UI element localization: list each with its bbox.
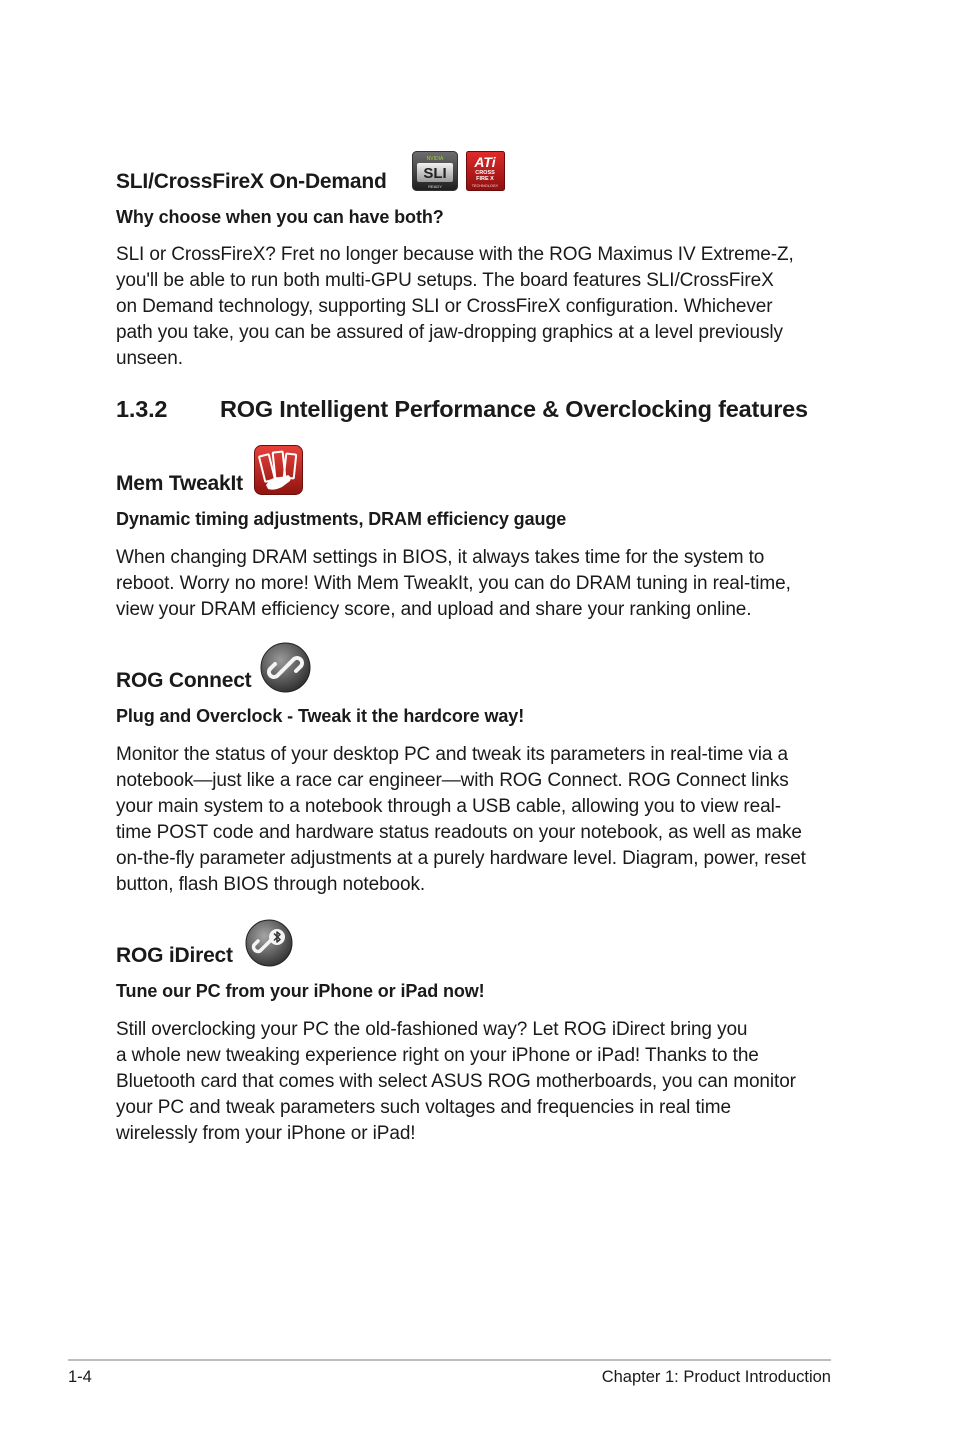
- body-line: button, flash BIOS through notebook.: [116, 874, 426, 895]
- ati-logo-text: ATi: [474, 154, 496, 170]
- sli-crossfirex-body: [116, 242, 836, 372]
- mem-tweakit-icon: [254, 445, 303, 495]
- body-line: on Demand technology, supporting SLI or CrossFireX configuration. Whichever: [116, 296, 773, 317]
- crossfire-technology-text: TECHNOLOGY: [471, 184, 499, 188]
- sli-logo-text: SLI: [423, 165, 447, 182]
- chapter-title: Chapter 1: Product Introduction: [601, 1368, 831, 1386]
- rog-idirect-body: [116, 1017, 836, 1147]
- body-line: Bluetooth card that comes with select ASUS ROG motherboards, you can monitor: [116, 1071, 796, 1092]
- body-line: reboot. Worry no more! With Mem TweakIt, you can do DRAM tuning in real-time,: [116, 573, 791, 594]
- body-line: your main system to a notebook through a USB cable, allowing you to view real-: [116, 796, 781, 817]
- footer-rule: [68, 1359, 831, 1361]
- rog-idirect-heading: ROG iDirect: [116, 944, 233, 967]
- mem-tweakit-heading: Mem TweakIt: [116, 472, 243, 495]
- sli-crossfirex-heading: SLI/CrossFireX On-Demand: [116, 170, 387, 193]
- rog-connect-subheading: Plug and Overclock - Tweak it the hardcore way!: [116, 706, 525, 726]
- body-line: you'll be able to run both multi-GPU setups. The board features SLI/CrossFireX: [116, 270, 774, 291]
- body-line: a whole new tweaking experience right on your iPhone or iPad! Thanks to the: [116, 1045, 759, 1066]
- body-line: wirelessly from your iPhone or iPad!: [116, 1123, 416, 1144]
- crossfire-fire-text: FIRE X: [476, 176, 494, 182]
- nvidia-logo-text: NVIDIA: [426, 156, 444, 162]
- section-title: ROG Intelligent Performance & Overclocking features: [220, 396, 808, 422]
- body-line: unseen.: [116, 348, 183, 369]
- section-heading-1-3-2: [116, 396, 808, 423]
- mem-tweakit-body: [116, 545, 836, 623]
- rog-idirect-subheading: Tune our PC from your iPhone or iPad now!: [116, 981, 485, 1001]
- section-number: 1.3.2: [116, 396, 168, 422]
- bluetooth-link-icon: [245, 919, 293, 967]
- sli-ready-text: READY: [428, 184, 442, 189]
- rog-connect-heading: ROG Connect: [116, 669, 252, 692]
- body-line: Monitor the status of your desktop PC and tweak its parameters in real-time via a: [116, 744, 788, 765]
- chain-link-icon: [260, 642, 311, 693]
- body-line: on-the-fly parameter adjustments at a purely hardware level. Diagram, power, reset: [116, 848, 806, 869]
- body-line: path you take, you can be assured of jaw-dropping graphics at a level previously: [116, 322, 783, 343]
- body-line: view your DRAM efficiency score, and upload and share your ranking online.: [116, 599, 752, 620]
- mem-tweakit-subheading: Dynamic timing adjustments, DRAM efficiency gauge: [116, 509, 567, 529]
- rog-connect-body: [116, 742, 836, 898]
- crossfire-cross-text: CROSS: [475, 170, 495, 176]
- body-line: SLI or CrossFireX? Fret no longer because with the ROG Maximus IV Extreme-Z,: [116, 244, 794, 265]
- page-number: 1-4: [68, 1368, 92, 1386]
- body-line: your PC and tweak parameters such voltages and frequencies in real time: [116, 1097, 731, 1118]
- sli-crossfirex-subheading: Why choose when you can have both?: [116, 207, 444, 227]
- nvidia-sli-logo-icon: [412, 151, 458, 191]
- body-line: Still overclocking your PC the old-fashioned way? Let ROG iDirect bring you: [116, 1019, 748, 1040]
- body-line: When changing DRAM settings in BIOS, it always takes time for the system to: [116, 547, 765, 568]
- ati-crossfirex-logo-icon: [466, 151, 505, 191]
- body-line: time POST code and hardware status readouts on your notebook, as well as make: [116, 822, 802, 843]
- body-line: notebook—just like a race car engineer—with ROG Connect. ROG Connect links: [116, 770, 789, 791]
